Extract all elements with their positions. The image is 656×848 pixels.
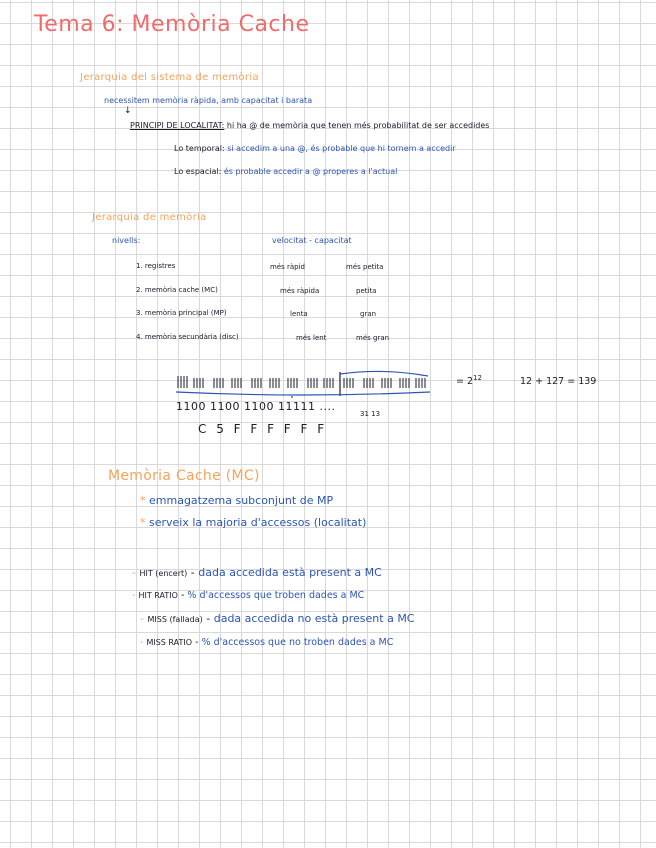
definition-text: dada accedida està present a MC — [198, 566, 382, 579]
col-levels: nivells: — [112, 236, 141, 245]
small-numbers: 31 13 — [360, 410, 381, 418]
section-heading-hierarchy: Jerarquia de memòria — [92, 212, 207, 223]
dash-icon: - — [140, 612, 144, 625]
principle-label: PRINCIPI DE LOCALITAT: — [130, 121, 225, 130]
sum-formula: 12 + 127 = 139 — [520, 376, 597, 387]
bullet-text: serveix la majoria d'accessos (localitat) — [149, 516, 367, 529]
bit-ticks-diagram — [172, 368, 442, 398]
dash-separator: - — [180, 590, 185, 601]
power-of-two — [456, 374, 482, 387]
row-capacity: més petita — [346, 263, 384, 271]
definition-row — [132, 590, 364, 601]
definition-term: MISS RATIO — [146, 638, 193, 647]
list-item — [140, 494, 333, 507]
row-capacity: petita — [356, 287, 377, 295]
spatial-line — [174, 167, 397, 176]
temporal-label: Lo temporal: — [174, 144, 225, 153]
row-speed: més ràpida — [280, 287, 320, 295]
definition-text: dada accedida no està present a MC — [213, 612, 415, 625]
dash-separator: - — [195, 637, 199, 648]
principle-line — [130, 121, 489, 130]
temporal-text: si accedim a una @, és probable que hi tornem a accedir — [227, 144, 456, 153]
list-item — [140, 516, 366, 529]
bullet-icon: * — [140, 516, 146, 529]
dash-icon: - — [140, 637, 144, 648]
spatial-label: Lo espacial: — [174, 167, 222, 176]
temporal-line — [174, 144, 456, 153]
section-heading-memory-system: Jerarquia del sistema de memòria — [80, 72, 259, 83]
row-speed: més ràpid — [270, 263, 305, 271]
definition-text: % d'accessos que troben dades a MC — [187, 590, 365, 601]
down-arrow-icon: ↓ — [124, 106, 132, 116]
definition-text: % d'accessos que no troben dades a MC — [201, 637, 394, 648]
definition-term: HIT (encert) — [139, 569, 188, 578]
row-label: 3. memòria principal (MP) — [136, 309, 227, 317]
intro-line: necessitem memòria ràpida, amb capacitat i barata — [104, 96, 313, 105]
row-speed: més lent — [296, 334, 327, 342]
dash-icon: - — [132, 590, 136, 601]
row-label: 4. memòria secundària (disc) — [136, 333, 239, 341]
bullet-text: emmagatzema subconjunt de MP — [149, 494, 334, 507]
definition-term: MISS (fallada) — [147, 615, 203, 624]
definition-row — [140, 637, 393, 648]
binary-digits: 1100 1100 1100 11111 .... — [176, 400, 336, 413]
power-exponent: 12 — [473, 374, 482, 382]
row-speed: lenta — [290, 310, 308, 318]
col-speed-capacity: velocitat - capacitat — [272, 236, 352, 245]
row-capacity: gran — [360, 310, 377, 318]
power-base: = 2 — [456, 376, 474, 388]
spatial-text: és probable accedir a @ properes a l'actual — [223, 167, 398, 176]
bullet-icon: * — [140, 494, 146, 507]
dash-separator: - — [206, 612, 211, 625]
section-heading-cache: Memòria Cache (MC) — [108, 468, 260, 484]
dash-separator: - — [190, 566, 195, 579]
definition-row — [132, 566, 382, 579]
row-label: 1. registres — [136, 262, 176, 270]
row-label: 2. memòria cache (MC) — [136, 286, 218, 294]
definition-row — [140, 612, 415, 625]
row-capacity: més gran — [356, 334, 390, 342]
dash-icon: - — [132, 566, 136, 579]
principle-text: hi ha @ de memòria que tenen més probabilitat de ser accedides — [226, 121, 490, 130]
page-title: Tema 6: Memòria Cache — [34, 12, 310, 37]
definition-term: HIT RATIO — [138, 591, 178, 600]
hex-digits: C 5 F F F F F F — [198, 422, 328, 436]
